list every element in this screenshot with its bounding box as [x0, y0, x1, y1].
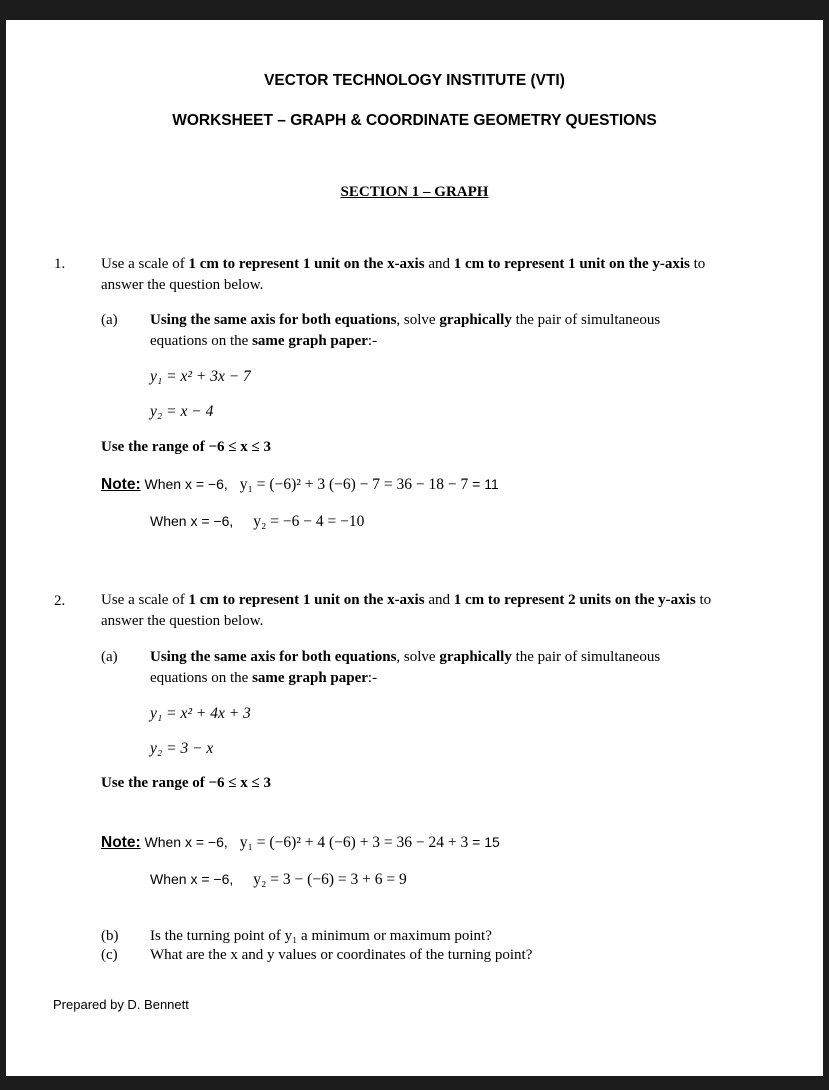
- q2-part-a-text: Using the same axis for both equations, solve graphically the pair of simultaneous: [150, 649, 661, 665]
- q2-equation-1: y₁ = x² + 4x + 3: [150, 705, 251, 722]
- q1-range: Use the range of −6 ≤ x ≤ 3: [101, 439, 271, 455]
- q1-note-line-1: Note: When x = −6, y₁ = (−6)² + 3 (−6) − 7 = 36 − 18 − 7 = 11: [101, 476, 499, 493]
- q2-note-line-2: When x = −6, y₂ = 3 − (−6) = 3 + 6 = 9: [150, 871, 407, 888]
- q1-part-a-label: (a): [101, 312, 118, 328]
- q2-part-b-text: Is the turning point of y₁ a minimum or maximum point?: [150, 928, 492, 944]
- q2-note-line-1: Note: When x = −6, y₁ = (−6)² + 4 (−6) + 3 = 36 − 24 + 3 = 15: [101, 834, 500, 851]
- q2-part-a-label: (a): [101, 649, 118, 665]
- q1-scale-line-2: answer the question below.: [101, 277, 264, 293]
- q2-scale-line-2: answer the question below.: [101, 613, 264, 629]
- prepared-by: Prepared by D. Bennett: [53, 997, 189, 1012]
- q1-note-line-2: When x = −6, y₂ = −6 − 4 = −10: [150, 513, 365, 530]
- worksheet-title: WORKSHEET – GRAPH & COORDINATE GEOMETRY QUESTIONS: [172, 112, 657, 129]
- q2-scale-line: Use a scale of 1 cm to represent 1 unit on the x-axis and 1 cm to represent 2 units on the y-axis to: [101, 592, 712, 608]
- institute-title: VECTOR TECHNOLOGY INSTITUTE (VTI): [264, 72, 565, 89]
- q1-scale-line: Use a scale of 1 cm to represent 1 unit on the x-axis and 1 cm to represent 1 unit on the y-axis to: [101, 256, 706, 272]
- q2-part-a-text-2: equations on the same graph paper:-: [150, 670, 378, 686]
- q2-part-c-text: What are the x and y values or coordinates of the turning point?: [150, 947, 533, 963]
- q1-equation-1: y₁ = x² + 3x − 7: [150, 368, 251, 385]
- q2-equation-2: y₂ = 3 − x: [150, 740, 214, 757]
- q2-part-c-label: (c): [101, 947, 118, 963]
- q1-part-a-text-2: equations on the same graph paper:-: [150, 333, 378, 349]
- q2-range: Use the range of −6 ≤ x ≤ 3: [101, 775, 271, 791]
- q2-number: 2.: [54, 593, 66, 609]
- q2-part-b-label: (b): [101, 928, 119, 944]
- section-title: SECTION 1 – GRAPH: [340, 184, 489, 200]
- q1-equation-2: y₂ = x − 4: [150, 403, 214, 420]
- q1-number: 1.: [54, 256, 66, 272]
- q1-part-a-text: Using the same axis for both equations, solve graphically the pair of simultaneous: [150, 312, 661, 328]
- worksheet-page: [6, 20, 823, 1076]
